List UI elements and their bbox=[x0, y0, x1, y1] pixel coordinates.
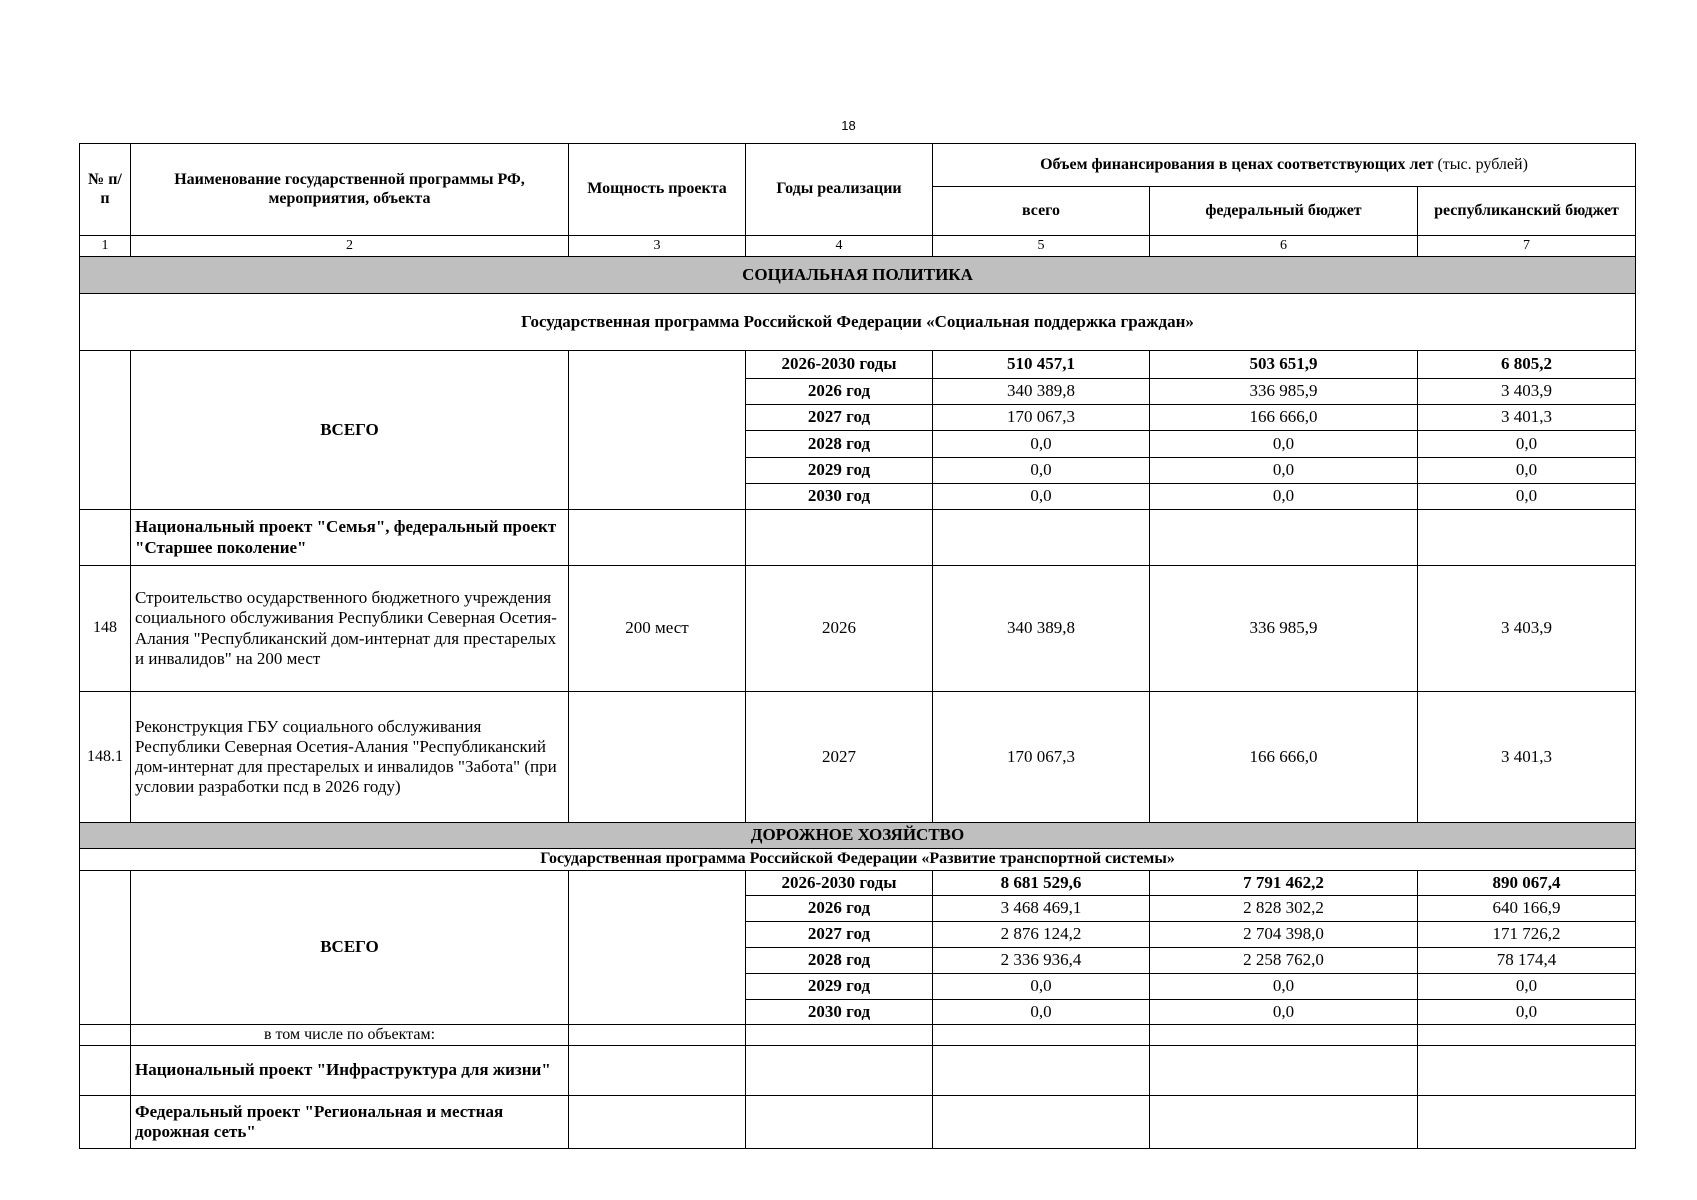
total-capacity-cell bbox=[569, 351, 746, 510]
amount-federal: 0,0 bbox=[1150, 431, 1418, 458]
period: 2027 год bbox=[746, 922, 933, 948]
object-years: 2027 bbox=[746, 692, 933, 823]
amount-total: 2 336 936,4 bbox=[933, 948, 1150, 974]
object-years: 2026 bbox=[746, 566, 933, 692]
amount-federal: 503 651,9 bbox=[1150, 351, 1418, 379]
amount-total: 0,0 bbox=[933, 458, 1150, 484]
amount-regional: 171 726,2 bbox=[1418, 922, 1636, 948]
amount-federal: 166 666,0 bbox=[1150, 405, 1418, 431]
total-label: ВСЕГО bbox=[131, 351, 569, 510]
amount-regional: 0,0 bbox=[1418, 484, 1636, 510]
amount-regional: 78 174,4 bbox=[1418, 948, 1636, 974]
period: 2029 год bbox=[746, 458, 933, 484]
period: 2028 год bbox=[746, 948, 933, 974]
amount-total: 170 067,3 bbox=[933, 692, 1150, 823]
column-number: 7 bbox=[1418, 236, 1636, 257]
object-name: Реконструкция ГБУ социального обслуживания Республики Северная Осетия-Алания "Республиканский дом-интернат для престарелых и инвалидов "Забота" (при условии разработки псд в 2026 году) bbox=[131, 692, 569, 823]
header-row bbox=[80, 144, 1636, 187]
amount-regional: 3 401,3 bbox=[1418, 692, 1636, 823]
header-regional: республиканский бюджет bbox=[1418, 187, 1636, 236]
section-title: СОЦИАЛЬНАЯ ПОЛИТИКА bbox=[80, 257, 1636, 294]
project-title: Национальный проект "Инфраструктура для жизни" bbox=[131, 1046, 569, 1096]
column-number: 3 bbox=[569, 236, 746, 257]
amount-regional: 6 805,2 bbox=[1418, 351, 1636, 379]
amount-regional: 3 403,9 bbox=[1418, 379, 1636, 405]
table-row bbox=[80, 566, 1636, 692]
by-objects-label: в том числе по объектам: bbox=[131, 1025, 569, 1046]
object-name: Строительство осударственного бюджетного учреждения социального обслуживания Республики Северная Осетия-Алания "Республиканский дом-интернат для престарелых и инвалидов" на 200 мест bbox=[131, 566, 569, 692]
column-number: 2 bbox=[131, 236, 569, 257]
amount-federal: 0,0 bbox=[1150, 974, 1418, 1000]
amount-regional: 640 166,9 bbox=[1418, 896, 1636, 922]
program-row bbox=[80, 294, 1636, 351]
amount-total: 0,0 bbox=[933, 484, 1150, 510]
amount-federal: 2 258 762,0 bbox=[1150, 948, 1418, 974]
header-years: Годы реализации bbox=[746, 144, 933, 236]
amount-federal: 0,0 bbox=[1150, 458, 1418, 484]
amount-regional: 0,0 bbox=[1418, 974, 1636, 1000]
header-total: всего bbox=[933, 187, 1150, 236]
column-number-row bbox=[80, 236, 1636, 257]
program-title: Государственная программа Российской Федерации «Развитие транспортной системы» bbox=[80, 849, 1636, 871]
amount-federal: 0,0 bbox=[1150, 1000, 1418, 1025]
amount-federal: 336 985,9 bbox=[1150, 379, 1418, 405]
period: 2030 год bbox=[746, 484, 933, 510]
period: 2026 год bbox=[746, 896, 933, 922]
amount-total: 2 876 124,2 bbox=[933, 922, 1150, 948]
amount-total: 0,0 bbox=[933, 1000, 1150, 1025]
section-row bbox=[80, 257, 1636, 294]
project-title: Национальный проект "Семья", федеральный проект "Старшее поколение" bbox=[131, 510, 569, 566]
object-capacity: 200 мест bbox=[569, 566, 746, 692]
amount-regional: 3 403,9 bbox=[1418, 566, 1636, 692]
header-name: Наименование государственной программы РФ, мероприятия, объекта bbox=[131, 144, 569, 236]
amount-regional: 3 401,3 bbox=[1418, 405, 1636, 431]
amount-federal: 2 828 302,2 bbox=[1150, 896, 1418, 922]
amount-regional: 0,0 bbox=[1418, 458, 1636, 484]
column-number: 1 bbox=[80, 236, 131, 257]
object-capacity bbox=[569, 692, 746, 823]
column-number: 6 bbox=[1150, 236, 1418, 257]
period: 2029 год bbox=[746, 974, 933, 1000]
by-objects-row bbox=[80, 1025, 1636, 1046]
project-row bbox=[80, 1096, 1636, 1149]
program-title: Государственная программа Российской Федерации «Социальная поддержка граждан» bbox=[80, 294, 1636, 351]
project-row bbox=[80, 510, 1636, 566]
header-funding-label: Объем финансирования в ценах соответствующих лет bbox=[1040, 155, 1434, 173]
period: 2026 год bbox=[746, 379, 933, 405]
amount-federal: 2 704 398,0 bbox=[1150, 922, 1418, 948]
period: 2030 год bbox=[746, 1000, 933, 1025]
amount-regional: 0,0 bbox=[1418, 431, 1636, 458]
column-number: 5 bbox=[933, 236, 1150, 257]
amount-federal: 0,0 bbox=[1150, 484, 1418, 510]
amount-total: 340 389,8 bbox=[933, 566, 1150, 692]
object-num: 148.1 bbox=[80, 692, 131, 823]
project-row bbox=[80, 1046, 1636, 1096]
header-capacity: Мощность проекта bbox=[569, 144, 746, 236]
project-title: Федеральный проект "Региональная и местная дорожная сеть" bbox=[131, 1096, 569, 1149]
total-row bbox=[80, 871, 1636, 896]
total-label: ВСЕГО bbox=[131, 871, 569, 1025]
table-row bbox=[80, 692, 1636, 823]
amount-total: 0,0 bbox=[933, 974, 1150, 1000]
amount-federal: 166 666,0 bbox=[1150, 692, 1418, 823]
amount-regional: 890 067,4 bbox=[1418, 871, 1636, 896]
header-num: № п/п bbox=[80, 144, 131, 236]
amount-total: 340 389,8 bbox=[933, 379, 1150, 405]
amount-total: 510 457,1 bbox=[933, 351, 1150, 379]
amount-total: 3 468 469,1 bbox=[933, 896, 1150, 922]
column-number: 4 bbox=[746, 236, 933, 257]
amount-total: 170 067,3 bbox=[933, 405, 1150, 431]
funding-table bbox=[79, 143, 1636, 1149]
period: 2028 год bbox=[746, 431, 933, 458]
period: 2027 год bbox=[746, 405, 933, 431]
section-row bbox=[80, 823, 1636, 849]
header-funding bbox=[933, 144, 1636, 187]
amount-regional: 0,0 bbox=[1418, 1000, 1636, 1025]
program-row bbox=[80, 849, 1636, 871]
header-funding-unit: (тыс. рублей) bbox=[1433, 155, 1528, 173]
page-number: 18 bbox=[841, 118, 856, 133]
amount-federal: 336 985,9 bbox=[1150, 566, 1418, 692]
period: 2026-2030 годы bbox=[746, 871, 933, 896]
section-title: ДОРОЖНОЕ ХОЗЯЙСТВО bbox=[80, 823, 1636, 849]
amount-federal: 7 791 462,2 bbox=[1150, 871, 1418, 896]
total-num-cell bbox=[80, 351, 131, 510]
period: 2026-2030 годы bbox=[746, 351, 933, 379]
total-row bbox=[80, 351, 1636, 379]
amount-total: 8 681 529,6 bbox=[933, 871, 1150, 896]
header-federal: федеральный бюджет bbox=[1150, 187, 1418, 236]
amount-total: 0,0 bbox=[933, 431, 1150, 458]
object-num: 148 bbox=[80, 566, 131, 692]
